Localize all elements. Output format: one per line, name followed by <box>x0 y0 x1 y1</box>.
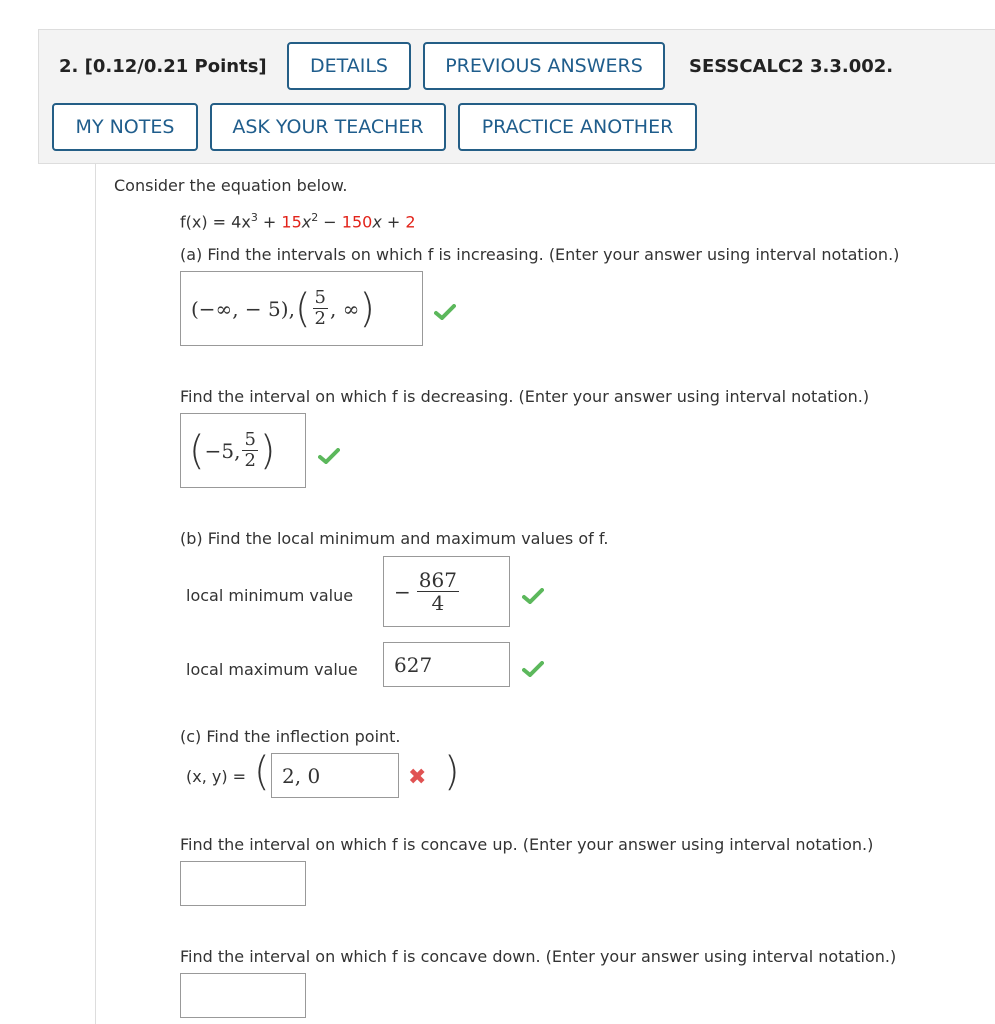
question-points <box>59 56 267 77</box>
local-min-label: local minimum value <box>186 586 354 605</box>
question-number: 2. <box>59 56 79 77</box>
my-notes-button[interactable]: MY NOTES <box>52 103 198 151</box>
details-button[interactable]: DETAILS <box>287 42 411 90</box>
concave-up-prompt: Find the interval on which f is concave up. (Enter your answer using interval notation.) <box>180 835 874 854</box>
part-b-prompt: (b) Find the local minimum and maximum values of f. <box>180 529 609 548</box>
concave-down-prompt: Find the interval on which f is concave down. (Enter your answer using interval notation.) <box>180 947 897 966</box>
local-max-label: local maximum value <box>186 660 358 679</box>
problem-intro: Consider the equation below. <box>114 176 348 195</box>
increasing-answer-box[interactable]: (−∞, − 5), ( $\frac{5}{2}$ , ∞ ) <box>180 271 423 346</box>
problem-code: SESSCALC2 3.3.002. <box>689 56 894 77</box>
question-header <box>38 29 995 164</box>
ask-teacher-button[interactable]: ASK YOUR TEACHER <box>210 103 446 151</box>
content-left-border <box>95 164 96 1024</box>
decreasing-prompt: Find the interval on which f is decreasing. (Enter your answer using interval notation.) <box>180 387 870 406</box>
concave-down-input[interactable] <box>180 973 306 1018</box>
check-icon <box>434 304 456 320</box>
inflection-point-input[interactable]: 2, 0 <box>271 753 399 798</box>
local-min-input[interactable]: − $\frac{867}{4}$ <box>383 556 510 627</box>
xy-label: (x, y) = <box>186 767 247 786</box>
local-min-fraction: $\frac{867}{4}$ <box>418 568 457 615</box>
concave-up-input[interactable] <box>180 861 306 906</box>
part-a-prompt: (a) Find the intervals on which f is increasing. (Enter your answer using interval notation.) <box>180 245 900 264</box>
practice-another-button[interactable]: PRACTICE ANOTHER <box>458 103 697 151</box>
decreasing-answer-box[interactable]: ( −5, $\frac{5}{2}$ ) <box>180 413 306 488</box>
open-paren: ( <box>254 749 270 795</box>
check-icon <box>522 661 544 677</box>
equation: $f(x) = 4x^3 + 15x^2 - 150x + 2$ <box>180 211 416 232</box>
previous-answers-button[interactable]: PREVIOUS ANSWERS <box>423 42 665 90</box>
decreasing-fraction: $\frac{5}{2}$ <box>244 429 256 471</box>
close-paren: ) <box>444 749 460 795</box>
check-icon <box>318 448 340 464</box>
local-max-input[interactable]: 627 <box>383 642 510 687</box>
check-icon <box>522 588 544 604</box>
points-label: [0.12/0.21 Points] <box>84 56 267 77</box>
incorrect-icon: ✖ <box>408 765 427 790</box>
part-c-prompt: (c) Find the inflection point. <box>180 727 401 746</box>
increasing-fraction: $\frac{5}{2}$ <box>314 287 326 329</box>
